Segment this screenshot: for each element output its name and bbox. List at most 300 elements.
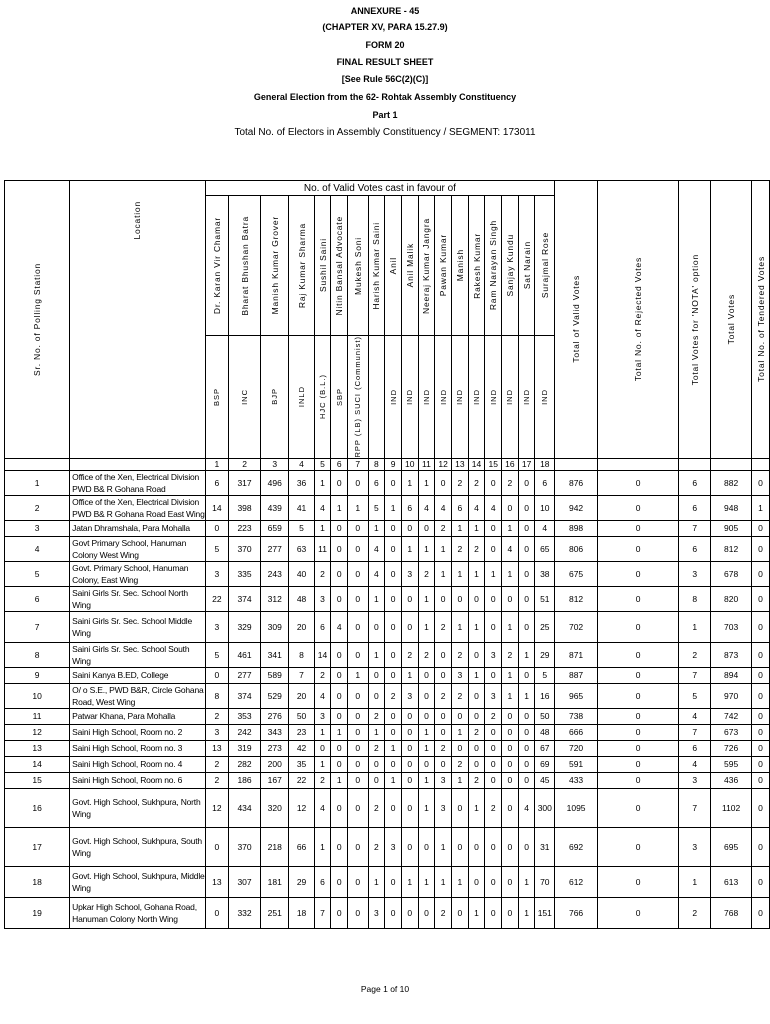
total-votes: 873: [711, 642, 752, 667]
candidate-votes: 29: [289, 866, 314, 897]
table-row: [5, 897, 770, 928]
nota-votes: 3: [679, 561, 711, 586]
candidate-votes: 300: [535, 788, 555, 827]
total-votes: 613: [711, 866, 752, 897]
polling-station-number: 15: [5, 772, 70, 788]
nota-votes: 6: [679, 470, 711, 495]
candidate-votes: 0: [368, 772, 385, 788]
total-votes: 726: [711, 740, 752, 756]
total-valid-votes: 738: [555, 708, 598, 724]
candidate-votes: 23: [289, 724, 314, 740]
candidate-party-header: INLD: [289, 336, 314, 459]
candidate-votes: 1: [314, 756, 331, 772]
rejected-votes: 0: [597, 683, 678, 708]
candidate-votes: 50: [289, 708, 314, 724]
candidate-votes: 1: [468, 561, 485, 586]
candidate-votes: 0: [205, 667, 228, 683]
nota-votes: 7: [679, 667, 711, 683]
candidate-votes: 36: [289, 470, 314, 495]
polling-station-number: 14: [5, 756, 70, 772]
candidate-votes: 0: [385, 667, 402, 683]
candidate-votes: 3: [314, 708, 331, 724]
candidate-votes: 434: [229, 788, 261, 827]
candidate-votes: 0: [485, 667, 502, 683]
candidate-votes: 2: [314, 667, 331, 683]
polling-station-location: O/ o S.E., PWD B&R, Circle Gohana Road, West Wing: [70, 683, 205, 708]
candidate-votes: 0: [385, 611, 402, 642]
candidate-votes: 309: [261, 611, 289, 642]
candidate-votes: 1: [518, 897, 535, 928]
candidate-votes: 0: [518, 495, 535, 520]
candidate-votes: 2: [368, 788, 385, 827]
table-row: [5, 756, 770, 772]
candidate-votes: 1: [435, 561, 452, 586]
candidate-votes: 0: [331, 520, 348, 536]
nota-votes: 2: [679, 897, 711, 928]
candidate-votes: 251: [261, 897, 289, 928]
candidate-number: 4: [289, 458, 314, 470]
candidate-votes: 1: [502, 683, 519, 708]
candidate-votes: 0: [502, 724, 519, 740]
candidate-votes: 0: [348, 827, 369, 866]
candidate-votes: 1: [468, 897, 485, 928]
polling-station-location: Office of the Xen, Electrical Division PWD B& R Gohana Road East Wing: [70, 495, 205, 520]
candidate-votes: 0: [348, 708, 369, 724]
candidate-votes: 0: [435, 708, 452, 724]
candidate-votes: 0: [348, 772, 369, 788]
col-nota-header: Total Votes for 'NOTA' option: [679, 181, 711, 459]
candidate-party-header: IND: [518, 336, 535, 459]
candidate-votes: 0: [451, 788, 468, 827]
candidate-votes: 2: [205, 708, 228, 724]
candidate-votes: 1: [401, 667, 418, 683]
candidate-votes: 0: [518, 740, 535, 756]
col-tendered-header: Total No. of Tendered Votes: [752, 181, 770, 459]
rejected-votes: 0: [597, 756, 678, 772]
polling-station-number: 19: [5, 897, 70, 928]
candidate-votes: 1: [348, 667, 369, 683]
rejected-votes: 0: [597, 740, 678, 756]
candidate-votes: 8: [289, 642, 314, 667]
candidate-party-header: INC: [229, 336, 261, 459]
polling-station-location: Saini Girls Sr. Sec. School South Wing: [70, 642, 205, 667]
candidate-votes: 0: [331, 642, 348, 667]
candidate-votes: 48: [289, 586, 314, 611]
candidate-votes: 4: [314, 788, 331, 827]
candidate-votes: 0: [502, 756, 519, 772]
candidate-number: 15: [485, 458, 502, 470]
candidate-votes: 0: [435, 667, 452, 683]
candidate-votes: 4: [435, 495, 452, 520]
candidate-votes: 0: [385, 724, 402, 740]
candidate-number: 14: [468, 458, 485, 470]
candidate-votes: 3: [205, 724, 228, 740]
candidate-votes: 496: [261, 470, 289, 495]
polling-station-number: 13: [5, 740, 70, 756]
candidate-votes: 320: [261, 788, 289, 827]
candidate-votes: 4: [535, 520, 555, 536]
candidate-votes: 70: [535, 866, 555, 897]
polling-station-number: 4: [5, 536, 70, 561]
candidate-votes: 1: [418, 586, 435, 611]
candidate-name-header: Neeraj Kumar Jangra: [418, 196, 435, 336]
candidate-votes: 2: [314, 772, 331, 788]
candidate-votes: 317: [229, 470, 261, 495]
candidate-votes: 0: [348, 740, 369, 756]
candidate-votes: 51: [535, 586, 555, 611]
candidate-votes: 277: [229, 667, 261, 683]
candidate-votes: 0: [401, 788, 418, 827]
candidate-votes: 2: [435, 897, 452, 928]
candidate-votes: 0: [368, 683, 385, 708]
candidate-votes: 370: [229, 536, 261, 561]
nota-votes: 4: [679, 708, 711, 724]
candidate-votes: 3: [368, 897, 385, 928]
candidate-votes: 0: [418, 520, 435, 536]
candidate-votes: 0: [435, 642, 452, 667]
candidate-votes: 1: [451, 724, 468, 740]
col-location-header: Location: [70, 181, 205, 459]
candidate-votes: 1: [401, 536, 418, 561]
candidate-votes: 1: [314, 520, 331, 536]
candidate-name-header: Nitin Bansal Advocate: [331, 196, 348, 336]
candidate-votes: 341: [261, 642, 289, 667]
candidate-votes: 0: [468, 683, 485, 708]
polling-station-number: 10: [5, 683, 70, 708]
total-valid-votes: 812: [555, 586, 598, 611]
candidate-votes: 2: [418, 561, 435, 586]
candidate-votes: 1: [418, 724, 435, 740]
candidate-votes: 0: [485, 724, 502, 740]
candidate-name-header: Manish Kumar Grover: [261, 196, 289, 336]
candidate-votes: 0: [385, 708, 402, 724]
candidate-votes: 0: [205, 520, 228, 536]
candidate-votes: 40: [289, 561, 314, 586]
table-row: [5, 866, 770, 897]
candidate-votes: 1: [502, 667, 519, 683]
candidate-votes: 5: [289, 520, 314, 536]
candidate-votes: 1: [418, 788, 435, 827]
total-votes: 905: [711, 520, 752, 536]
polling-station-location: Saini High School, Room no. 3: [70, 740, 205, 756]
candidate-votes: 1: [518, 683, 535, 708]
candidate-votes: 0: [468, 827, 485, 866]
candidate-votes: 0: [518, 586, 535, 611]
candidate-votes: 1: [368, 866, 385, 897]
nota-votes: 8: [679, 586, 711, 611]
candidate-votes: 0: [401, 827, 418, 866]
candidate-votes: 0: [518, 561, 535, 586]
candidate-votes: 3: [205, 611, 228, 642]
candidate-votes: 218: [261, 827, 289, 866]
candidate-votes: 1: [468, 520, 485, 536]
candidate-votes: 4: [485, 495, 502, 520]
candidate-number: 2: [229, 458, 261, 470]
candidate-votes: 63: [289, 536, 314, 561]
candidate-votes: 273: [261, 740, 289, 756]
candidate-votes: 42: [289, 740, 314, 756]
candidate-votes: 18: [289, 897, 314, 928]
candidate-votes: 48: [535, 724, 555, 740]
candidate-votes: 1: [401, 470, 418, 495]
candidate-votes: 277: [261, 536, 289, 561]
candidate-number: 8: [368, 458, 385, 470]
candidate-votes: 0: [401, 611, 418, 642]
candidate-votes: 0: [348, 788, 369, 827]
candidate-votes: 8: [205, 683, 228, 708]
candidate-votes: 2: [485, 708, 502, 724]
candidate-votes: 4: [314, 495, 331, 520]
num-row-blank: [711, 458, 752, 470]
tendered-votes: 0: [752, 586, 770, 611]
rejected-votes: 0: [597, 788, 678, 827]
candidate-votes: 38: [535, 561, 555, 586]
polling-station-number: 9: [5, 667, 70, 683]
nota-votes: 3: [679, 827, 711, 866]
total-valid-votes: 720: [555, 740, 598, 756]
polling-station-number: 1: [5, 470, 70, 495]
part-label: Part 1: [372, 110, 398, 120]
tendered-votes: 0: [752, 708, 770, 724]
candidate-votes: 2: [435, 683, 452, 708]
candidate-votes: 0: [348, 520, 369, 536]
rejected-votes: 0: [597, 470, 678, 495]
rejected-votes: 0: [597, 520, 678, 536]
total-votes: 1102: [711, 788, 752, 827]
total-valid-votes: 898: [555, 520, 598, 536]
candidate-votes: 0: [385, 561, 402, 586]
candidate-number: 5: [314, 458, 331, 470]
candidate-name-header: Harish Kumar Saini: [368, 196, 385, 336]
nota-votes: 7: [679, 724, 711, 740]
candidate-votes: 0: [502, 827, 519, 866]
candidate-votes: 1: [418, 611, 435, 642]
candidate-votes: 1: [468, 667, 485, 683]
candidate-votes: 0: [205, 827, 228, 866]
candidate-votes: 0: [485, 520, 502, 536]
polling-station-location: Saini Girls Sr. Sec. School Middle Wing: [70, 611, 205, 642]
candidate-votes: 3: [485, 642, 502, 667]
candidate-votes: 1: [418, 536, 435, 561]
candidate-number: 7: [348, 458, 369, 470]
tendered-votes: 0: [752, 470, 770, 495]
candidate-party-header: IND: [485, 336, 502, 459]
total-votes: 948: [711, 495, 752, 520]
polling-station-location: Govt Primary School, Hanuman Colony West Wing: [70, 536, 205, 561]
tendered-votes: 0: [752, 724, 770, 740]
candidate-votes: 65: [535, 536, 555, 561]
candidate-votes: 0: [348, 642, 369, 667]
tendered-votes: 0: [752, 756, 770, 772]
candidate-votes: 0: [331, 561, 348, 586]
candidate-votes: 3: [401, 683, 418, 708]
candidate-name-header: Dr. Karan Vir Chamar: [205, 196, 228, 336]
chapter-ref: (CHAPTER XV, PARA 15.27.9): [322, 22, 448, 32]
candidate-votes: 5: [368, 495, 385, 520]
total-valid-votes: 766: [555, 897, 598, 928]
table-row: [5, 611, 770, 642]
polling-station-location: Saini High School, Room no. 2: [70, 724, 205, 740]
candidate-votes: 20: [289, 611, 314, 642]
candidate-votes: 1: [468, 788, 485, 827]
polling-station-location: Jatan Dhramshala, Para Mohalla: [70, 520, 205, 536]
candidate-votes: 4: [418, 495, 435, 520]
total-votes: 595: [711, 756, 752, 772]
candidate-votes: 0: [518, 756, 535, 772]
rejected-votes: 0: [597, 667, 678, 683]
candidate-votes: 1: [368, 642, 385, 667]
candidate-votes: 0: [451, 827, 468, 866]
candidate-votes: 0: [331, 866, 348, 897]
candidate-votes: 0: [485, 772, 502, 788]
tendered-votes: 0: [752, 772, 770, 788]
candidate-name-header: Ram Narayan Singh: [485, 196, 502, 336]
tendered-votes: 0: [752, 788, 770, 827]
candidate-votes: 2: [205, 772, 228, 788]
candidate-name-header: Sanjay Kundu: [502, 196, 519, 336]
candidate-votes: 223: [229, 520, 261, 536]
candidate-votes: 0: [385, 470, 402, 495]
candidate-party-header: [368, 336, 385, 459]
candidate-votes: 2: [451, 642, 468, 667]
total-valid-votes: 692: [555, 827, 598, 866]
candidate-number: 10: [401, 458, 418, 470]
col-rejected-header: Total No. of Rejected Votes: [597, 181, 678, 459]
candidate-votes: 1: [418, 772, 435, 788]
candidate-votes: 25: [535, 611, 555, 642]
candidate-votes: 0: [468, 586, 485, 611]
candidate-votes: 10: [535, 495, 555, 520]
candidate-votes: 0: [331, 740, 348, 756]
candidate-votes: 2: [451, 683, 468, 708]
total-valid-votes: 433: [555, 772, 598, 788]
total-valid-votes: 591: [555, 756, 598, 772]
candidate-votes: 35: [289, 756, 314, 772]
candidate-votes: 0: [485, 586, 502, 611]
candidate-votes: 0: [518, 611, 535, 642]
candidate-votes: 2: [485, 788, 502, 827]
col-total-votes-header: Total Votes: [711, 181, 752, 459]
candidate-party-header: IND: [401, 336, 418, 459]
candidate-votes: 1: [451, 520, 468, 536]
candidate-votes: 0: [205, 897, 228, 928]
tendered-votes: 1: [752, 495, 770, 520]
candidate-votes: 2: [502, 470, 519, 495]
candidate-name-header: Rakesh Kumar: [468, 196, 485, 336]
num-row-blank: [5, 458, 70, 470]
candidate-votes: 0: [401, 772, 418, 788]
table-row: [5, 827, 770, 866]
candidate-votes: 343: [261, 724, 289, 740]
candidate-votes: 2: [451, 470, 468, 495]
candidate-votes: 0: [418, 667, 435, 683]
candidate-number: 3: [261, 458, 289, 470]
total-valid-votes: 806: [555, 536, 598, 561]
total-valid-votes: 666: [555, 724, 598, 740]
candidate-votes: 0: [451, 708, 468, 724]
candidate-votes: 0: [331, 708, 348, 724]
candidate-votes: 0: [348, 470, 369, 495]
candidate-votes: 0: [485, 897, 502, 928]
candidate-votes: 1: [314, 827, 331, 866]
candidate-votes: 2: [205, 756, 228, 772]
candidate-votes: 461: [229, 642, 261, 667]
rejected-votes: 0: [597, 772, 678, 788]
candidate-votes: 1: [418, 470, 435, 495]
candidate-votes: 3: [385, 827, 402, 866]
candidate-party-header: IND: [535, 336, 555, 459]
candidate-votes: 1: [385, 740, 402, 756]
candidate-votes: 1: [368, 520, 385, 536]
candidate-votes: 329: [229, 611, 261, 642]
candidate-votes: 6: [368, 470, 385, 495]
candidate-votes: 0: [331, 470, 348, 495]
total-votes: 436: [711, 772, 752, 788]
rejected-votes: 0: [597, 561, 678, 586]
candidate-votes: 7: [289, 667, 314, 683]
candidate-votes: 1: [451, 772, 468, 788]
candidate-votes: 3: [485, 683, 502, 708]
candidate-party-header: IND: [451, 336, 468, 459]
table-row: [5, 724, 770, 740]
candidate-votes: 5: [205, 536, 228, 561]
num-row-blank: [597, 458, 678, 470]
polling-station-number: 2: [5, 495, 70, 520]
candidate-votes: 0: [451, 740, 468, 756]
candidate-votes: 6: [535, 470, 555, 495]
candidate-votes: 22: [289, 772, 314, 788]
total-valid-votes: 887: [555, 667, 598, 683]
candidate-votes: 12: [289, 788, 314, 827]
candidate-votes: 3: [401, 561, 418, 586]
candidate-votes: 0: [502, 495, 519, 520]
candidate-votes: 0: [385, 788, 402, 827]
polling-station-number: 11: [5, 708, 70, 724]
candidate-votes: 66: [289, 827, 314, 866]
candidate-votes: 4: [468, 495, 485, 520]
candidate-name-header: Sushil Saini: [314, 196, 331, 336]
candidate-votes: 12: [205, 788, 228, 827]
tendered-votes: 0: [752, 536, 770, 561]
candidate-votes: 374: [229, 683, 261, 708]
candidate-number: 11: [418, 458, 435, 470]
total-votes: 894: [711, 667, 752, 683]
candidate-votes: 0: [502, 897, 519, 928]
candidate-votes: 6: [451, 495, 468, 520]
candidate-votes: 659: [261, 520, 289, 536]
candidate-votes: 0: [331, 536, 348, 561]
candidate-votes: 31: [535, 827, 555, 866]
candidate-votes: 0: [502, 708, 519, 724]
candidate-votes: 0: [348, 724, 369, 740]
candidate-votes: 0: [368, 756, 385, 772]
candidate-votes: 0: [401, 586, 418, 611]
candidate-votes: 1: [314, 724, 331, 740]
polling-station-number: 6: [5, 586, 70, 611]
candidate-votes: 2: [401, 642, 418, 667]
polling-station-location: Saini Girls Sr. Sec. School North Wing: [70, 586, 205, 611]
candidate-votes: 69: [535, 756, 555, 772]
candidate-votes: 0: [502, 788, 519, 827]
candidate-number: 1: [205, 458, 228, 470]
candidate-votes: 0: [485, 611, 502, 642]
candidate-votes: 0: [401, 740, 418, 756]
candidate-votes: 4: [502, 536, 519, 561]
col-total-valid-header: Total of Valid Votes: [555, 181, 598, 459]
total-votes: 742: [711, 708, 752, 724]
candidate-party-header: HJC (B.L.): [314, 336, 331, 459]
candidate-votes: 6: [401, 495, 418, 520]
